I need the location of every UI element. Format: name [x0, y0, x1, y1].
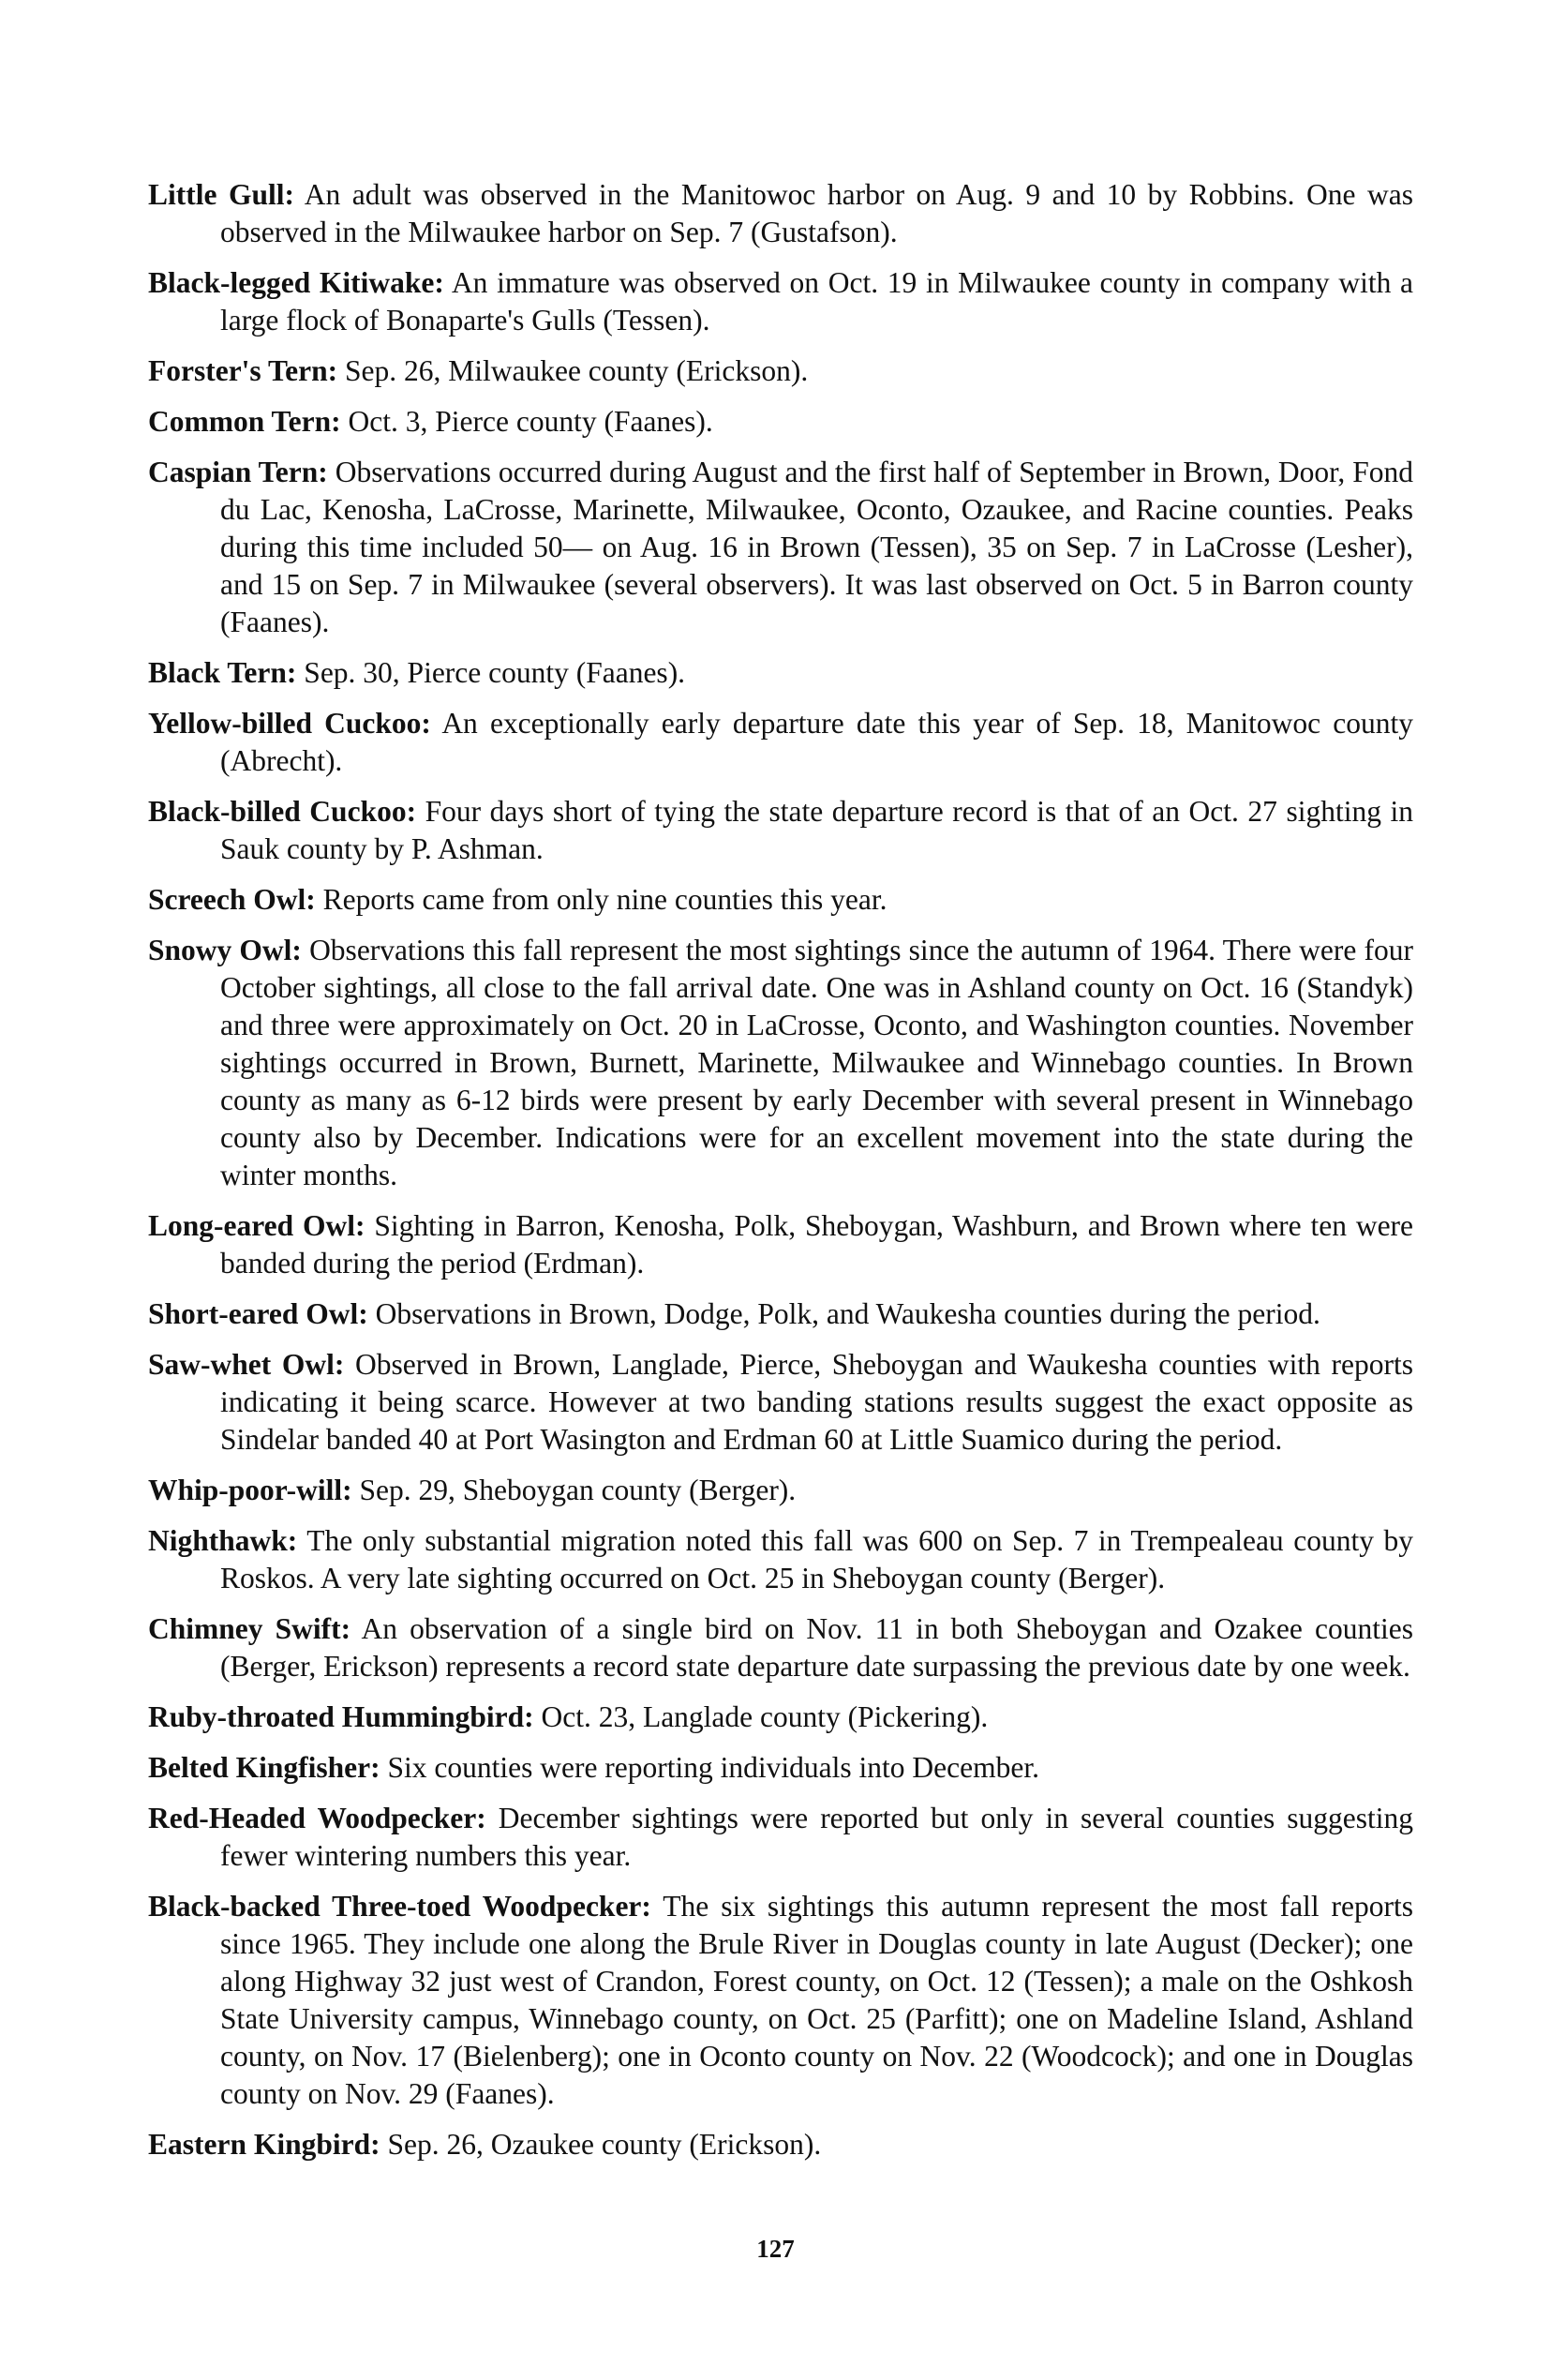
species-name: Yellow-billed Cuckoo:	[148, 707, 431, 740]
entry-text: Sep. 26, Milwaukee county (Erickson).	[344, 354, 809, 387]
species-name: Black-backed Three-toed Woodpecker:	[148, 1890, 651, 1923]
entry-whip-poor-will	[148, 1472, 1413, 1509]
entry-long-eared-owl	[148, 1207, 1413, 1282]
entry-text: An adult was observed in the Manitowoc harbor on Aug. 9 and 10 by Robbins. One was observed in the Milwaukee harbor on Sep. 7 (Gustafson).	[220, 178, 1413, 248]
entry-black-billed-cuckoo	[148, 793, 1413, 868]
entry-text: Observed in Brown, Langlade, Pierce, Sheboygan and Waukesha counties with reports indicating it being scarce. However at two banding stations results suggest the exact opposite as Sindelar banded 40 at Port Wasington and Erdman 60 at Little Suamico during the period.	[220, 1348, 1413, 1456]
page-number: 127	[756, 2235, 795, 2263]
species-name: Caspian Tern:	[148, 456, 328, 488]
species-name: Black Tern:	[148, 656, 297, 689]
entry-text: Observations occurred during August and the first half of September in Brown, Door, Fond du Lac, Kenosha, LaCrosse, Marinette, Milwaukee, Oconto, Ozaukee, and Racine counties. Peaks during this time included 50— on Aug. 16 in Brown (Tessen), 35 on Sep. 7 in LaCrosse (Lesher), and 15 on Sep. 7 in Milwaukee (several observers). It was last observed on Oct. 5 in Barron county (Faanes).	[220, 456, 1413, 638]
entry-text: Four days short of tying the state departure record is that of an Oct. 27 sighting in Sauk county by P. Ashman.	[220, 795, 1413, 865]
entry-text: An immature was observed on Oct. 19 in Milwaukee county in company with a large flock of Bonaparte's Gulls (Tessen).	[220, 266, 1414, 337]
species-name: Eastern Kingbird:	[148, 2128, 380, 2161]
species-name: Black-legged Kitiwake:	[148, 266, 444, 299]
species-name: Ruby-throated Hummingbird:	[148, 1700, 534, 1733]
species-name: Belted Kingfisher:	[148, 1751, 380, 1784]
entry-text: Reports came from only nine counties this year.	[322, 883, 887, 916]
entry-text: Six counties were reporting individuals into December.	[387, 1751, 1039, 1784]
entry-eastern-kingbird	[148, 2126, 1413, 2163]
species-name: Little Gull:	[148, 178, 294, 211]
entry-text: Oct. 23, Langlade county (Pickering).	[541, 1700, 989, 1733]
species-name: Long-eared Owl:	[148, 1209, 365, 1242]
entry-text: Sighting in Barron, Kenosha, Polk, Sheboygan, Washburn, and Brown where ten were banded during the period (Erdman).	[220, 1209, 1414, 1280]
species-name: Black-billed Cuckoo:	[148, 795, 417, 828]
entry-black-backed-three-toed-woodpecker	[148, 1888, 1413, 2113]
entry-text: An observation of a single bird on Nov. 11 in both Sheboygan and Ozakee counties (Berger, Erickson) represents a record state departure date surpassing the previous date by one week.	[220, 1612, 1413, 1683]
entry-screech-owl	[148, 881, 1413, 919]
entry-snowy-owl	[148, 932, 1413, 1194]
entry-ruby-throated-hummingbird	[148, 1699, 1413, 1736]
entry-text: Observations in Brown, Dodge, Polk, and Waukesha counties during the period.	[375, 1297, 1320, 1330]
species-name: Saw-whet Owl:	[148, 1348, 345, 1381]
entry-caspian-tern	[148, 454, 1413, 641]
entry-short-eared-owl	[148, 1295, 1413, 1333]
entry-text: Sep. 30, Pierce county (Faanes).	[304, 656, 686, 689]
entry-saw-whet-owl	[148, 1346, 1413, 1459]
entry-belted-kingfisher	[148, 1749, 1413, 1787]
species-name: Common Tern:	[148, 405, 341, 438]
species-name: Red-Headed Woodpecker:	[148, 1802, 486, 1834]
entry-text: Sep. 29, Sheboygan county (Berger).	[359, 1474, 797, 1506]
entry-text: Observations this fall represent the most sightings since the autumn of 1964. There were four October sightings, all close to the fall arrival date. One was in Ashland county on Oct. 16 (Standyk) and three were approximately on Oct. 20 in LaCrosse, Oconto, and Washington counties. November sightings occurred in Brown, Burnett, Marinette, Milwaukee and Winnebago counties. In Brown county as many as 6-12 birds were present by early December with several present in Winnebago county also by December. Indications were for an excellent movement into the state during the winter months.	[220, 934, 1413, 1191]
entry-nighthawk	[148, 1522, 1413, 1597]
species-name: Chimney Swift:	[148, 1612, 351, 1645]
species-name: Short-eared Owl:	[148, 1297, 368, 1330]
entry-black-legged-kitiwake	[148, 264, 1413, 339]
entry-text: December sightings were reported but only in several counties suggesting fewer wintering numbers this year.	[220, 1802, 1413, 1872]
species-name: Snowy Owl:	[148, 934, 302, 966]
entry-yellow-billed-cuckoo	[148, 705, 1413, 780]
entry-common-tern	[148, 403, 1413, 441]
species-name: Whip-poor-will:	[148, 1474, 352, 1506]
entry-text: The six sightings this autumn represent the most fall reports since 1965. They include one along the Brule River in Douglas county in late August (Decker); one along Highway 32 just west of Crandon, Forest county, on Oct. 12 (Tessen); a male on the Oshkosh State University campus, Winnebago county, on Oct. 25 (Parfitt); one on Madeline Island, Ashland county, on Nov. 17 (Bielenberg); one in Oconto county on Nov. 22 (Woodcock); and one in Douglas county on Nov. 29 (Faanes).	[220, 1890, 1413, 2110]
entry-little-gull	[148, 176, 1413, 251]
document-body	[148, 176, 1413, 2177]
species-name: Nighthawk:	[148, 1524, 298, 1557]
entry-forsters-tern	[148, 352, 1413, 390]
entry-text: Sep. 26, Ozaukee county (Erickson).	[387, 2128, 822, 2161]
entry-text: The only substantial migration noted this fall was 600 on Sep. 7 in Trempealeau county by Roskos. A very late sighting occurred on Oct. 25 in Sheboygan county (Berger).	[220, 1524, 1413, 1594]
entry-chimney-swift	[148, 1610, 1413, 1685]
species-name: Screech Owl:	[148, 883, 316, 916]
entry-black-tern	[148, 654, 1413, 692]
entry-text: Oct. 3, Pierce county (Faanes).	[348, 405, 713, 438]
entry-text: An exceptionally early departure date this year of Sep. 18, Manitowoc county (Abrecht).	[220, 707, 1414, 777]
entry-red-headed-woodpecker	[148, 1800, 1413, 1875]
species-name: Forster's Tern:	[148, 354, 338, 387]
